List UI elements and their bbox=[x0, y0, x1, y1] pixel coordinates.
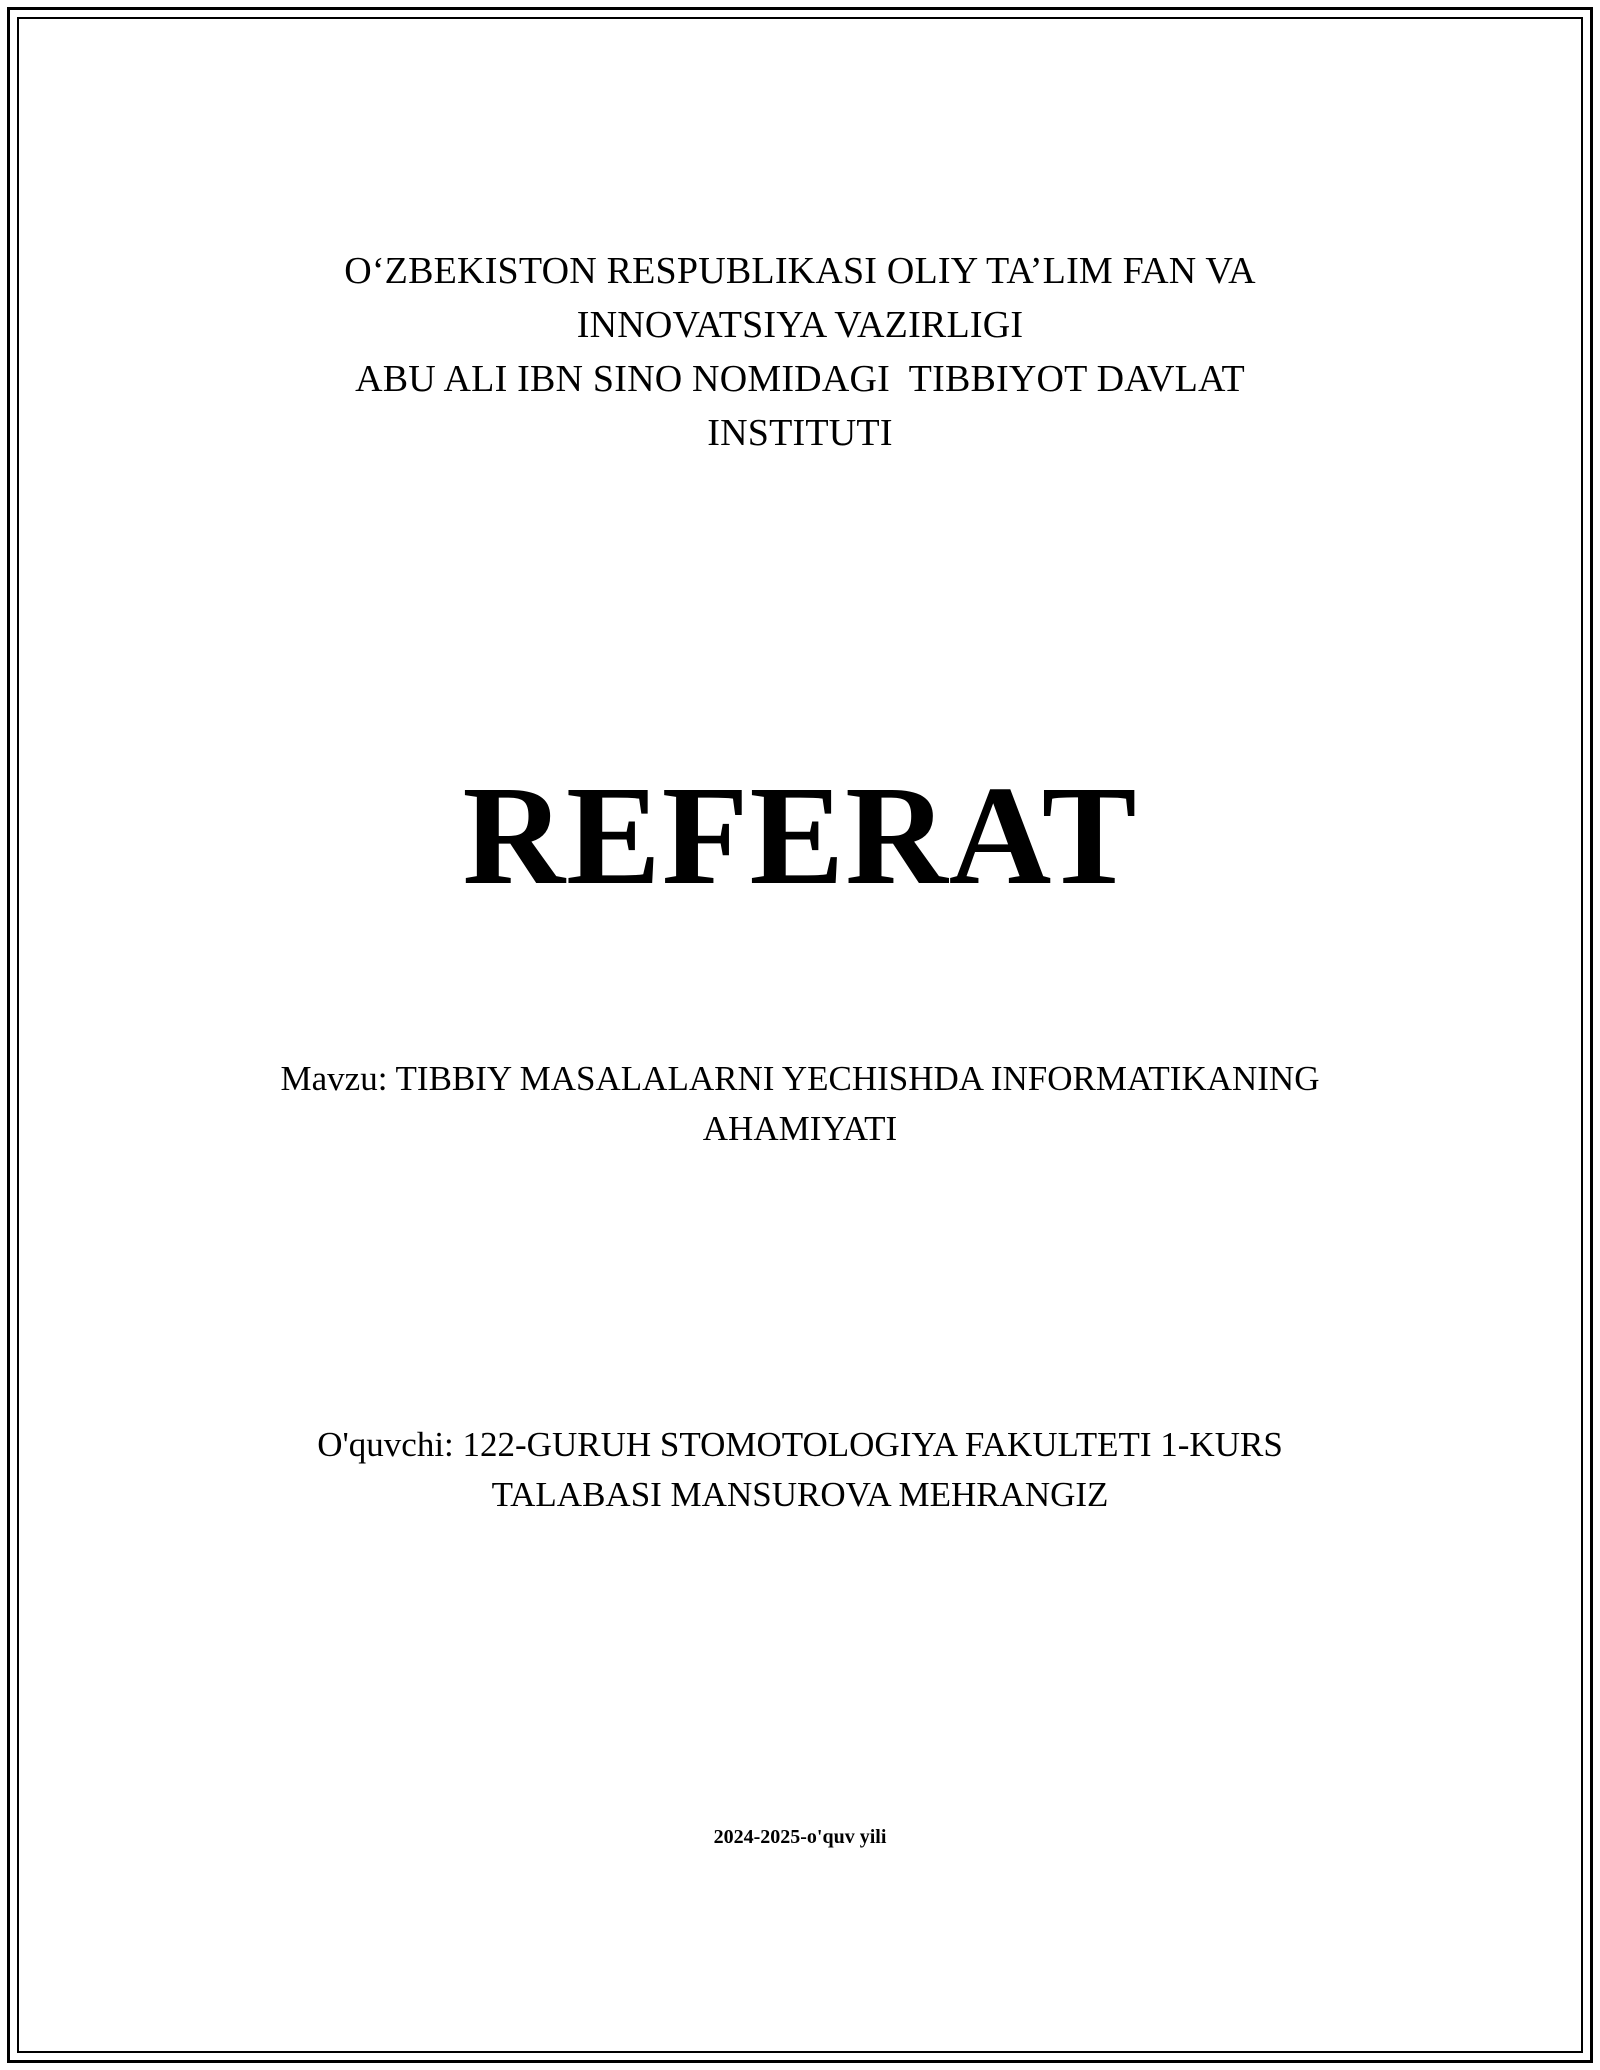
header-line: INNOVATSIYA VAZIRLIGI bbox=[576, 304, 1024, 346]
student-block bbox=[0, 1420, 1600, 1520]
topic-line: Mavzu: TIBBIY MASALALARNI YECHISHDA INFORMATIKANING bbox=[280, 1059, 1320, 1098]
academic-year: 2024-2025-o'quv yili bbox=[713, 1826, 887, 1848]
header-line: ABU ALI IBN SINO NOMIDAGI TIBBIYOT DAVLAT bbox=[355, 358, 1245, 400]
header-line: O‘ZBEKISTON RESPUBLIKASI OLIY TA’LIM FAN VA bbox=[344, 250, 1256, 292]
header-line: INSTITUTI bbox=[707, 412, 893, 454]
topic-line: AHAMIYATI bbox=[702, 1109, 898, 1148]
student-line: TALABASI MANSUROVA MEHRANGIZ bbox=[491, 1475, 1109, 1514]
institution-header bbox=[0, 244, 1600, 460]
document-title: REFERAT bbox=[462, 756, 1138, 914]
student-line: O'quvchi: 122-GURUH STOMOTOLOGIYA FAKULTETI 1-KURS bbox=[317, 1425, 1283, 1464]
topic-block bbox=[0, 1054, 1600, 1154]
